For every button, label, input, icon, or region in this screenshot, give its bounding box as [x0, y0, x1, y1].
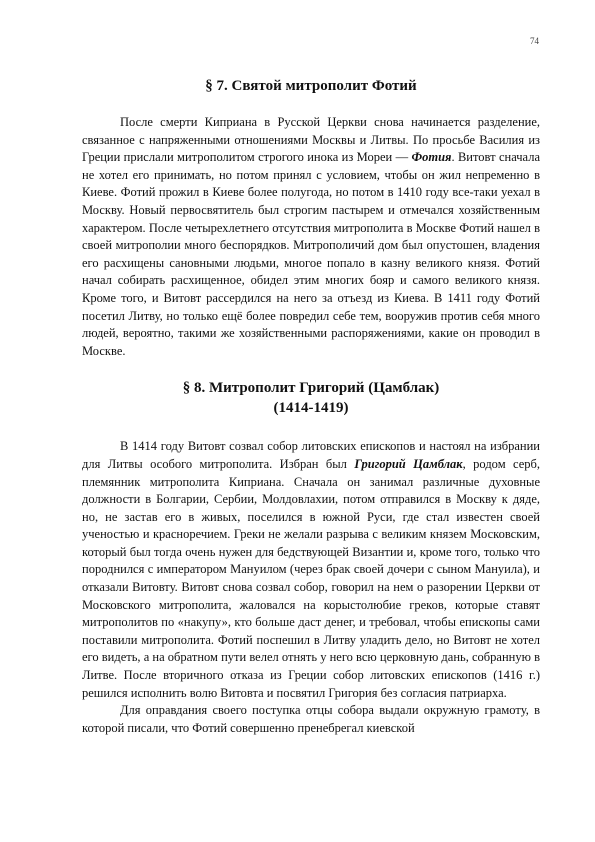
paragraph-text: В 1414 году Витовт созвал собор литовских епископов и настоял на избрании для Литвы особого митрополита. Избран был: [82, 439, 540, 471]
section-8-heading: § 8. Митрополит Григорий (Цамблак): [182, 380, 440, 397]
section-7-heading: § 7. Святой митрополит Фотий: [205, 78, 417, 94]
paragraph-text: . Витовт сначала не хотел его принимать, но потом принял с условием, чтобы он жил непременно в Киеве. Фотий прожил в Киеве более полугода, но потом в 1410 году все-таки уехал в Москву. Новый первосвятитель был строгим пастырем и отмечался хозяйственным характером. После четырехлетнего отсутствия митрополита в Москве Фотий нашел в своей митрополии много беспорядков. Митрополичий дом был опустошен, владения его расхищены сановными людьми, многое попало в казну великого князя. Фотий начал собирать расхищенное, обидел этим многих бояр и самого великого князя. Кроме того, и Витовт рассердился на него за отъезд из Киева. В 1411 году Фотий посетил Литву, но только ещё более повредил себе тем, вооружив против себя много людей, вероятно, такими же хозяйственными распоряжениями, какие он проводил в Москве.: [82, 150, 540, 358]
section-8-paragraph-1: [82, 438, 540, 702]
person-name-emphasis: Григорий Цамблак: [354, 456, 463, 471]
person-name-emphasis: Фотия: [411, 150, 452, 165]
page-content: [82, 76, 540, 737]
paragraph-text: , родом серб, племянник митрополита Киприана. Сначала он занимал различные духовные должности в Болгарии, Сербии, Молдовлахии, потом отправился в Москву к дяде, но, не застав его в живых, поселился в южной Руси, где стал известен своей ученостью и красноречием. Греки не желали разрыва с великим князем Московским, который был тогда очень нужен для бедствующей Византии и, кроме того, только что породнился с императором Мануилом (через брак своей дочери с сыном Мануила), и отказали Витовту. Витовт снова созвал собор, говорил на нем о разорении Церкви от Московского митрополита, жаловался на корыстолюбие греков, которые ставят митрополитов по «накупу», кто больше даст денег, и требовал, чтобы епископы сами поставили митрополита. Фотий поспешил в Литву уладить дело, но Витовт не хотел его видеть, а на обратном пути велел отнять у него всю церковную дань, собранную в Литве. После вторичного отказа из Греции собор литовских епископов (1416 г.) решился исполнить волю Витовта и посвятил Григория без согласия патриарха.: [82, 456, 541, 700]
section-8-years: (1414-1419): [273, 400, 349, 417]
page-number: 74: [530, 36, 539, 46]
paragraph-text: После смерти Киприана в Русской Церкви снова начинается разделение, связанное с напряженными отношениями Москвы и Литвы. По просьбе Василия из Греции прислали митрополитом строгого инока из Мореи —: [82, 115, 540, 165]
section-7-paragraph: [82, 114, 540, 360]
section-8-paragraph-2: Для оправдания своего поступка отцы собора выдали окружную грамоту, в которой писали, что Фотий совершенно пренебрегал киевской: [82, 703, 540, 735]
